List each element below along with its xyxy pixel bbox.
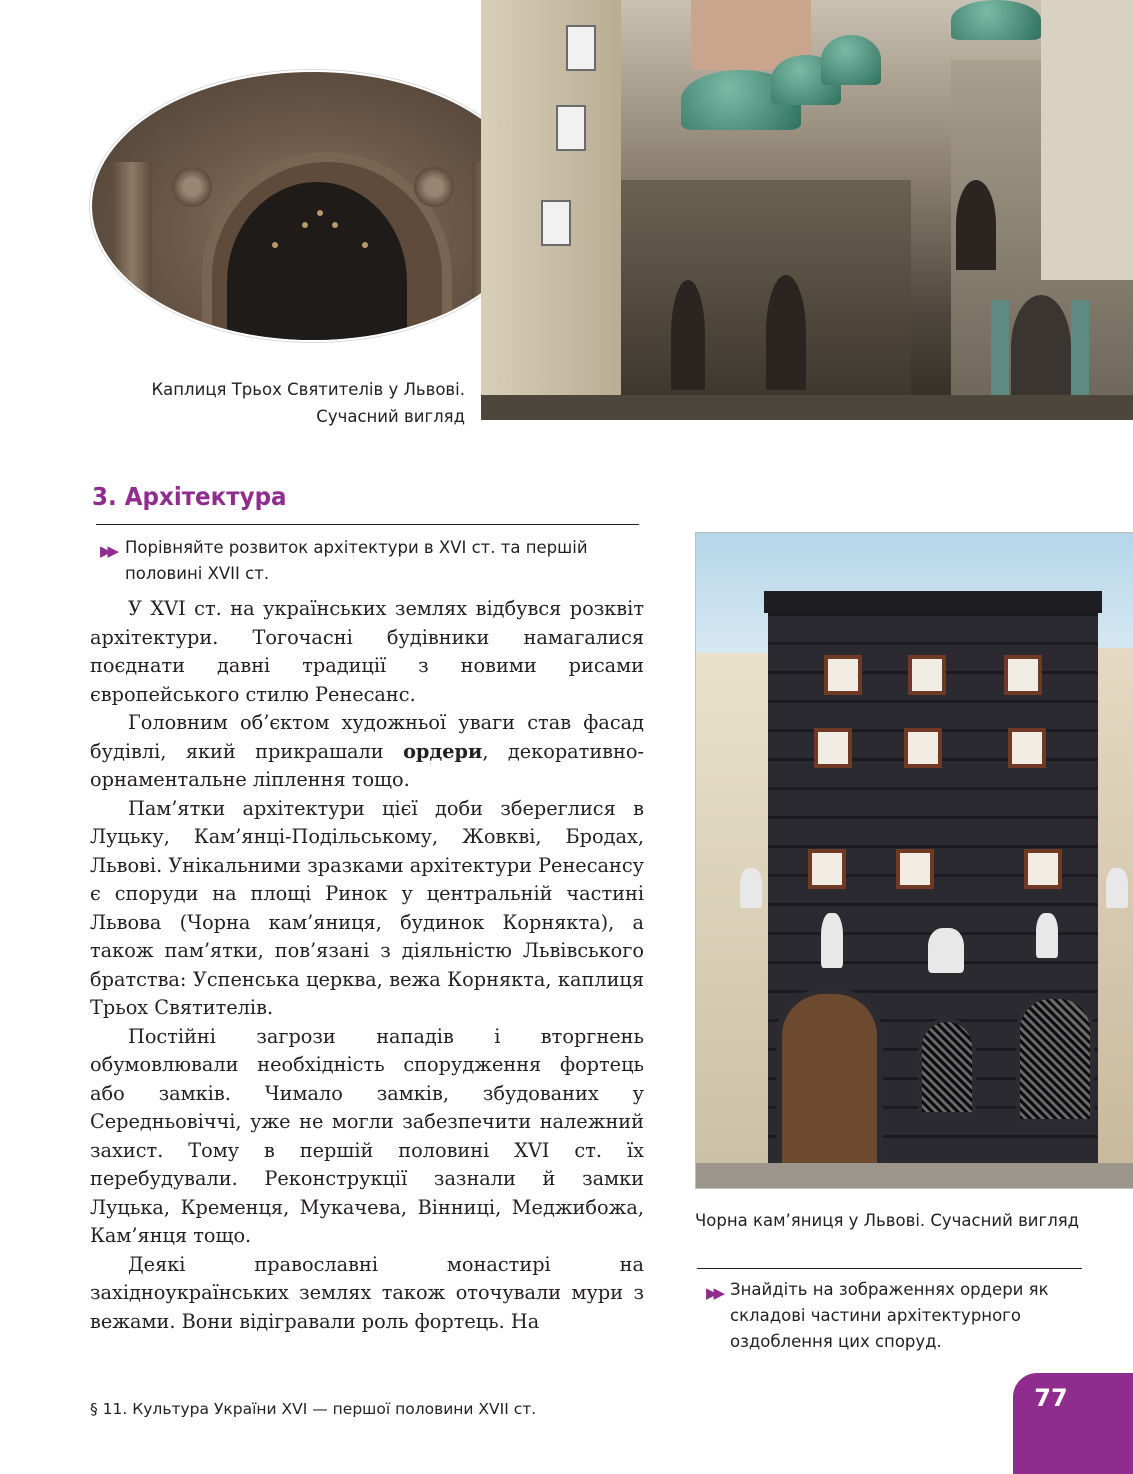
black-house-window [824, 655, 862, 695]
double-triangle-right-icon: ▶▶ [100, 542, 116, 560]
black-house-window [1008, 728, 1046, 768]
task-question [706, 1277, 1091, 1355]
double-triangle-right-icon: ▶▶ [706, 1284, 722, 1302]
chapel-photo-sky [1041, 0, 1133, 280]
chapel-photo-window [556, 105, 586, 151]
title-divider [96, 524, 639, 525]
chapel-photo-pillar [1071, 300, 1089, 400]
running-footer: § 11. Культура України XVI — першої половини XVII ст. [90, 1400, 537, 1418]
black-house-door [776, 988, 883, 1180]
black-house-cornice [764, 591, 1102, 613]
chapel-photo-arch [956, 180, 996, 270]
stud [272, 242, 278, 248]
black-house-ground [696, 1163, 1133, 1189]
stud [362, 242, 368, 248]
portal-column-left [112, 162, 152, 342]
chapel-photo-caption [100, 376, 465, 430]
chapel-caption-line1: Каплиця Трьох Святителів у Львові. [151, 380, 465, 399]
main-text [90, 595, 644, 1336]
statue [1036, 913, 1058, 958]
paragraph-2-start: Головним об’єктом художньої уваги став фасад будівлі, який прикрашали [90, 711, 644, 763]
paragraph-2 [90, 709, 644, 795]
chapel-photo-arch [766, 275, 806, 390]
neighbour-building-left [696, 653, 776, 1189]
statue [740, 868, 762, 908]
paragraph-1: У XVI ст. на українських землях відбувся розквіт архітектури. Тогочасні будівники намагалися поєднати давні традиції з новими рисами європейського стилю Ренесанс. [90, 597, 644, 706]
section-title: 3. Архітектура [92, 482, 287, 511]
chapel-photo-arch [1011, 295, 1071, 400]
black-house-window [814, 728, 852, 768]
paragraph-4: Постійні загрози нападів і вторгнень обумовлювали необхідність спорудження фортець або замків. Чимало замків, збудованих у Середньовіччі, уже не могли забезпечити належний захист. Тому в першій половині XVI ст. їх перебудували. Реконструкції зазнали й замки Луцька, Кременця, Мукачева, Вінниці, Меджибожа, Кам’янця тощо. [90, 1024, 644, 1247]
stud [302, 222, 308, 228]
black-house-window [1004, 655, 1042, 695]
task-question [100, 535, 640, 587]
chapel-photo [481, 0, 1133, 420]
chapel-photo-window [541, 200, 571, 246]
black-house-window [808, 849, 846, 889]
portal-detail-photo [90, 70, 536, 342]
chapel-photo-window [566, 25, 596, 71]
chapel-photo-ground [481, 395, 1133, 420]
black-house-grill-window [918, 1018, 976, 1116]
black-house-window [896, 849, 934, 889]
task-text: Порівняйте розвиток архітектури в XVI ст. та першій половині XVII ст. [125, 538, 588, 583]
stud [317, 210, 323, 216]
paragraph-2-end: , декоративно-орнаментальне ліплення тощо. [90, 739, 644, 791]
black-house-window [904, 728, 942, 768]
statue [1106, 868, 1128, 908]
chapel-dome [821, 35, 881, 85]
chapel-photo-arch [671, 280, 705, 390]
statue [821, 913, 843, 968]
black-house-grill-window [1016, 995, 1094, 1123]
chapel-dome [951, 0, 1041, 40]
paragraph-5: Деякі православні монастирі на західноукраїнських землях також оточували мури з вежами. Вони відігравали роль фортець. На [90, 1252, 644, 1333]
rosette-left [172, 167, 212, 207]
statue [928, 928, 964, 973]
paragraph-3: Пам’ятки архітектури цієї доби збереглися в Луцьку, Кам’янці-Подільському, Жовкві, Бродах, Львові. Унікальними зразками архітектури Ренесансу є споруди на площі Ринок у центральній частині Львова (Чорна кам’яниця, будинок Корнякта), а також пам’ятки, пов’язані з діяльністю Львівського братства: Успенська церква, вежа Корнякта, каплиця Трьох Святителів. [90, 796, 644, 1019]
chapel-photo-pillar [991, 300, 1009, 400]
black-house-window [1024, 849, 1062, 889]
rosette-right [414, 167, 454, 207]
page-number: 77 [1034, 1384, 1068, 1412]
chapel-caption-line2: Сучасний вигляд [316, 407, 465, 426]
black-house-window [908, 655, 946, 695]
task-text: Знайдіть на зображеннях ордери як складові частини архітектурного оздоблення цих споруд. [730, 1280, 1049, 1351]
caption-divider [697, 1268, 1082, 1269]
black-house-photo [695, 532, 1133, 1189]
black-house-caption: Чорна кам’яниця у Львові. Сучасний вигляд [695, 1211, 1080, 1230]
stud [332, 222, 338, 228]
term-orders: ордери [403, 739, 483, 763]
